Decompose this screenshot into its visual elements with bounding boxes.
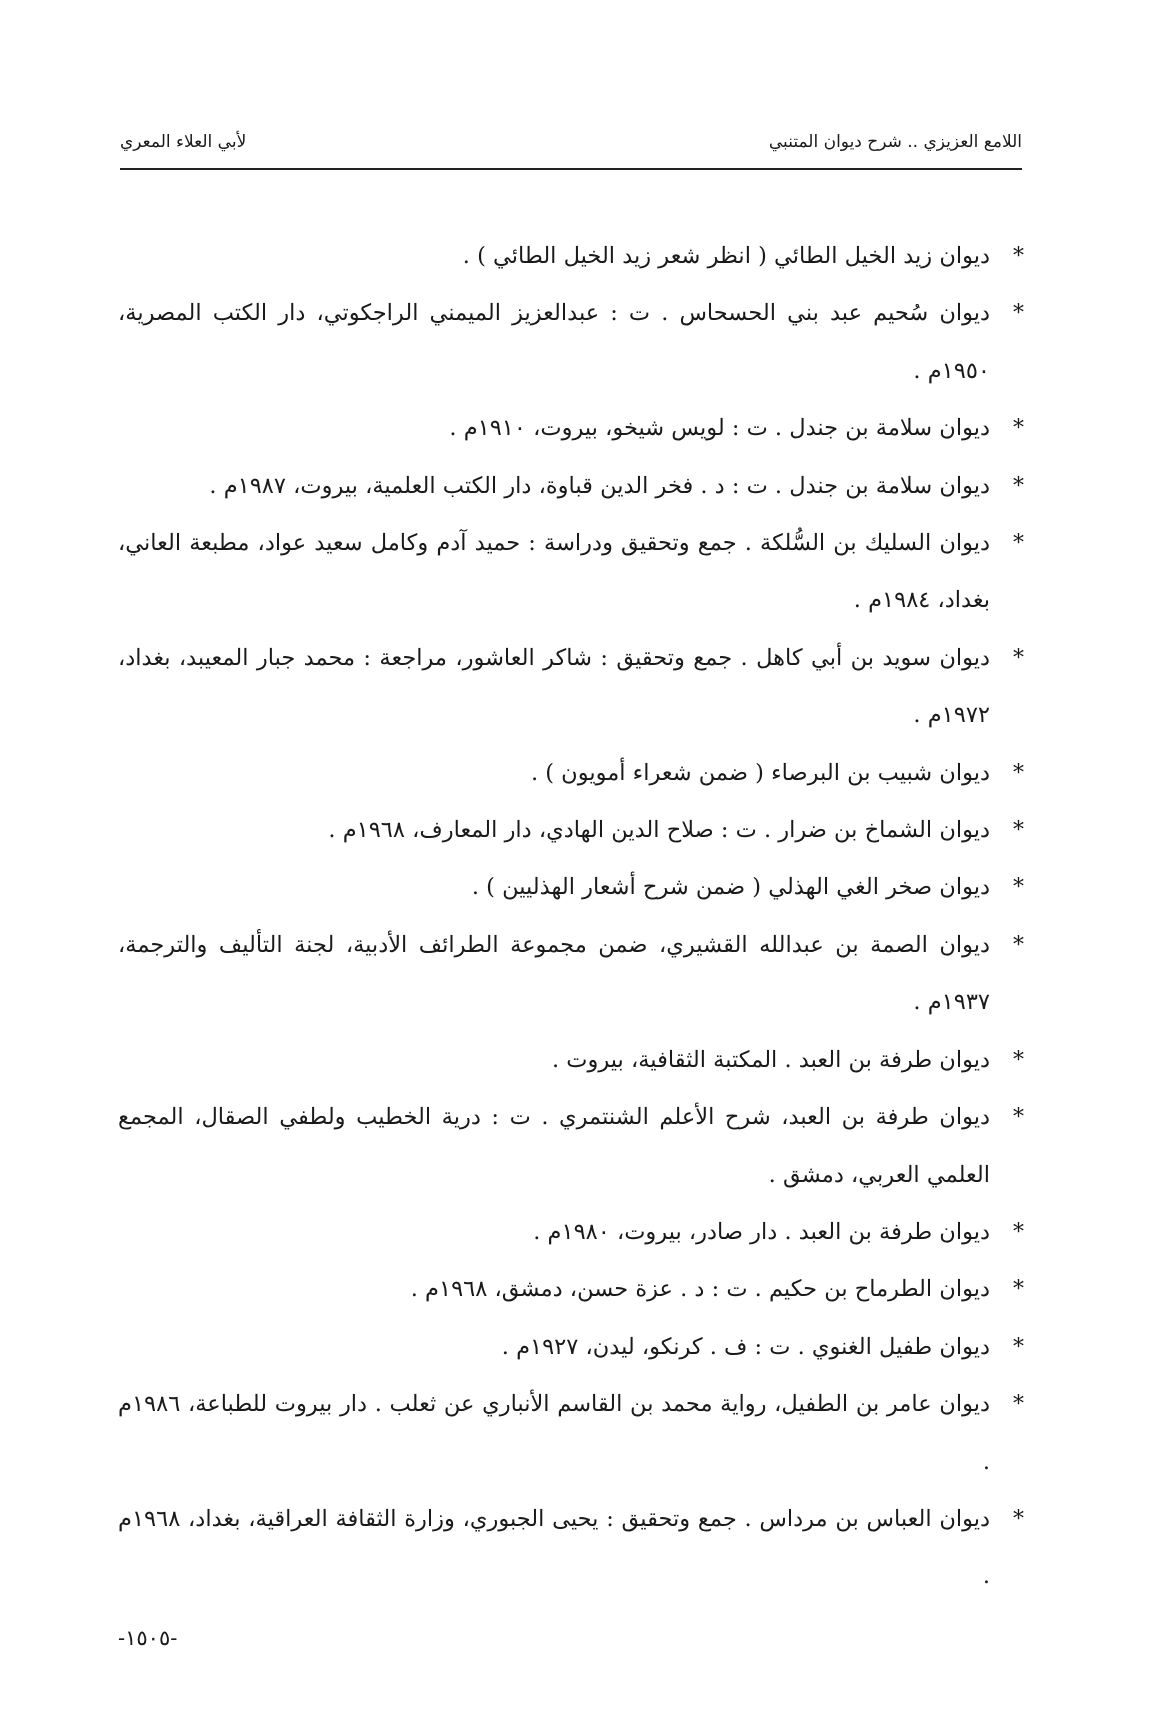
author-name: لأبي العلاء المعري — [120, 132, 247, 152]
bullet-star: * — [1013, 1334, 1024, 1360]
running-header — [120, 128, 1022, 170]
bullet-star: * — [1013, 244, 1024, 269]
bibliography-entry — [118, 802, 1024, 859]
bibliography-entry — [118, 859, 1024, 916]
bibliography-entry — [118, 515, 1024, 630]
bibliography-entry — [118, 285, 1024, 400]
bullet-star: * — [1013, 1277, 1024, 1303]
bibliography-entry — [118, 1089, 1024, 1204]
entry-text: ديوان السليك بن السُّلكة . جمع وتحقيق ودراسة : حميد آدم وكامل سعيد عواد، مطبعة العاني، بغداد، ١٩٨٤م . — [118, 530, 990, 614]
entry-text: ديوان العباس بن مرداس . جمع وتحقيق : يحيى الجبوري، وزارة الثقافة العراقية، بغداد، ١٩٦٨م . — [118, 1505, 990, 1590]
entry-text: ديوان صخر الغي الهذلي ( ضمن شرح أشعار الهذليين ) . — [471, 874, 990, 901]
bibliography-entry — [118, 400, 1024, 457]
book-title: اللامع العزيزي .. شرح ديوان المتنبي — [768, 132, 1022, 152]
entry-text: ديوان سُحيم عبد بني الحسحاس . ت : عبدالعزيز الميمني الراجكوتي، دار الكتب المصرية، ١٩٥٠م . — [118, 300, 990, 384]
entry-text: ديوان شبيب بن البرصاء ( ضمن شعراء أمويون ) . — [530, 759, 990, 786]
bullet-star: * — [1013, 1392, 1024, 1418]
entry-text: ديوان سلامة بن جندل . ت : لويس شيخو، بيروت، ١٩١٠م . — [449, 415, 990, 442]
bibliography-entry — [118, 1376, 1024, 1491]
bullet-star: * — [1013, 1047, 1024, 1073]
bullet-star: * — [1013, 473, 1024, 499]
entry-text: ديوان الصمة بن عبدالله القشيري، ضمن مجموعة الطرائف الأدبية، لجنة التأليف والترجمة، ١٩٣٧م . — [118, 931, 990, 1016]
bullet-star: * — [1013, 932, 1024, 958]
bullet-star: * — [1013, 301, 1024, 327]
bibliography-entry — [118, 1204, 1024, 1261]
bullet-star: * — [1013, 1506, 1024, 1532]
bibliography-entry — [118, 1032, 1024, 1089]
bibliography-entry — [118, 458, 1024, 515]
bibliography-entry — [118, 228, 1024, 285]
entry-text: ديوان طرفة بن العبد . المكتبة الثقافية، بيروت . — [552, 1046, 990, 1073]
entry-text: ديوان طرفة بن العبد، شرح الأعلم الشنتمري . ت : درية الخطيب ولطفي الصقال، المجمع العلمي العربي، دمشق . — [118, 1104, 990, 1188]
page-number: -١٥٠٥- — [118, 1626, 178, 1650]
bibliography-entry — [118, 1319, 1024, 1376]
bullet-star: * — [1013, 875, 1024, 901]
bullet-star: * — [1013, 760, 1024, 786]
bibliography-entry — [118, 630, 1024, 745]
bibliography-entry — [118, 1491, 1024, 1606]
bullet-star: * — [1013, 1219, 1024, 1245]
bibliography-list — [118, 228, 1024, 1606]
bibliography-entry — [118, 745, 1024, 802]
entry-text: ديوان سويد بن أبي كاهل . جمع وتحقيق : شاكر العاشور، مراجعة : محمد جبار المعيبد، بغداد، ١٩٧٢م . — [118, 644, 990, 729]
bullet-star: * — [1013, 1105, 1024, 1131]
bullet-star: * — [1013, 818, 1024, 844]
entry-text: ديوان طرفة بن العبد . دار صادر، بيروت، ١٩٨٠م . — [533, 1218, 990, 1245]
entry-text: ديوان عامر بن الطفيل، رواية محمد بن القاسم الأنباري عن ثعلب . دار بيروت للطباعة، ١٩٨٦م . — [118, 1391, 990, 1475]
bibliography-entry — [118, 917, 1024, 1032]
bullet-star: * — [1013, 416, 1024, 442]
entry-text: ديوان زيد الخيل الطائي ( انظر شعر زيد الخيل الطائي ) . — [462, 243, 990, 269]
entry-text: ديوان سلامة بن جندل . ت : د . فخر الدين قباوة، دار الكتب العلمية، بيروت، ١٩٨٧م . — [209, 472, 990, 499]
entry-text: ديوان طفيل الغنوي . ت : ف . كرنكو، ليدن، ١٩٢٧م . — [501, 1333, 990, 1360]
bibliography-entry — [118, 1261, 1024, 1318]
entry-text: ديوان الشماخ بن ضرار . ت : صلاح الدين الهادي، دار المعارف، ١٩٦٨م . — [328, 817, 990, 844]
bullet-star: * — [1013, 645, 1024, 671]
bullet-star: * — [1013, 531, 1024, 557]
entry-text: ديوان الطرماح بن حكيم . ت : د . عزة حسن، دمشق، ١٩٦٨م . — [410, 1276, 990, 1303]
